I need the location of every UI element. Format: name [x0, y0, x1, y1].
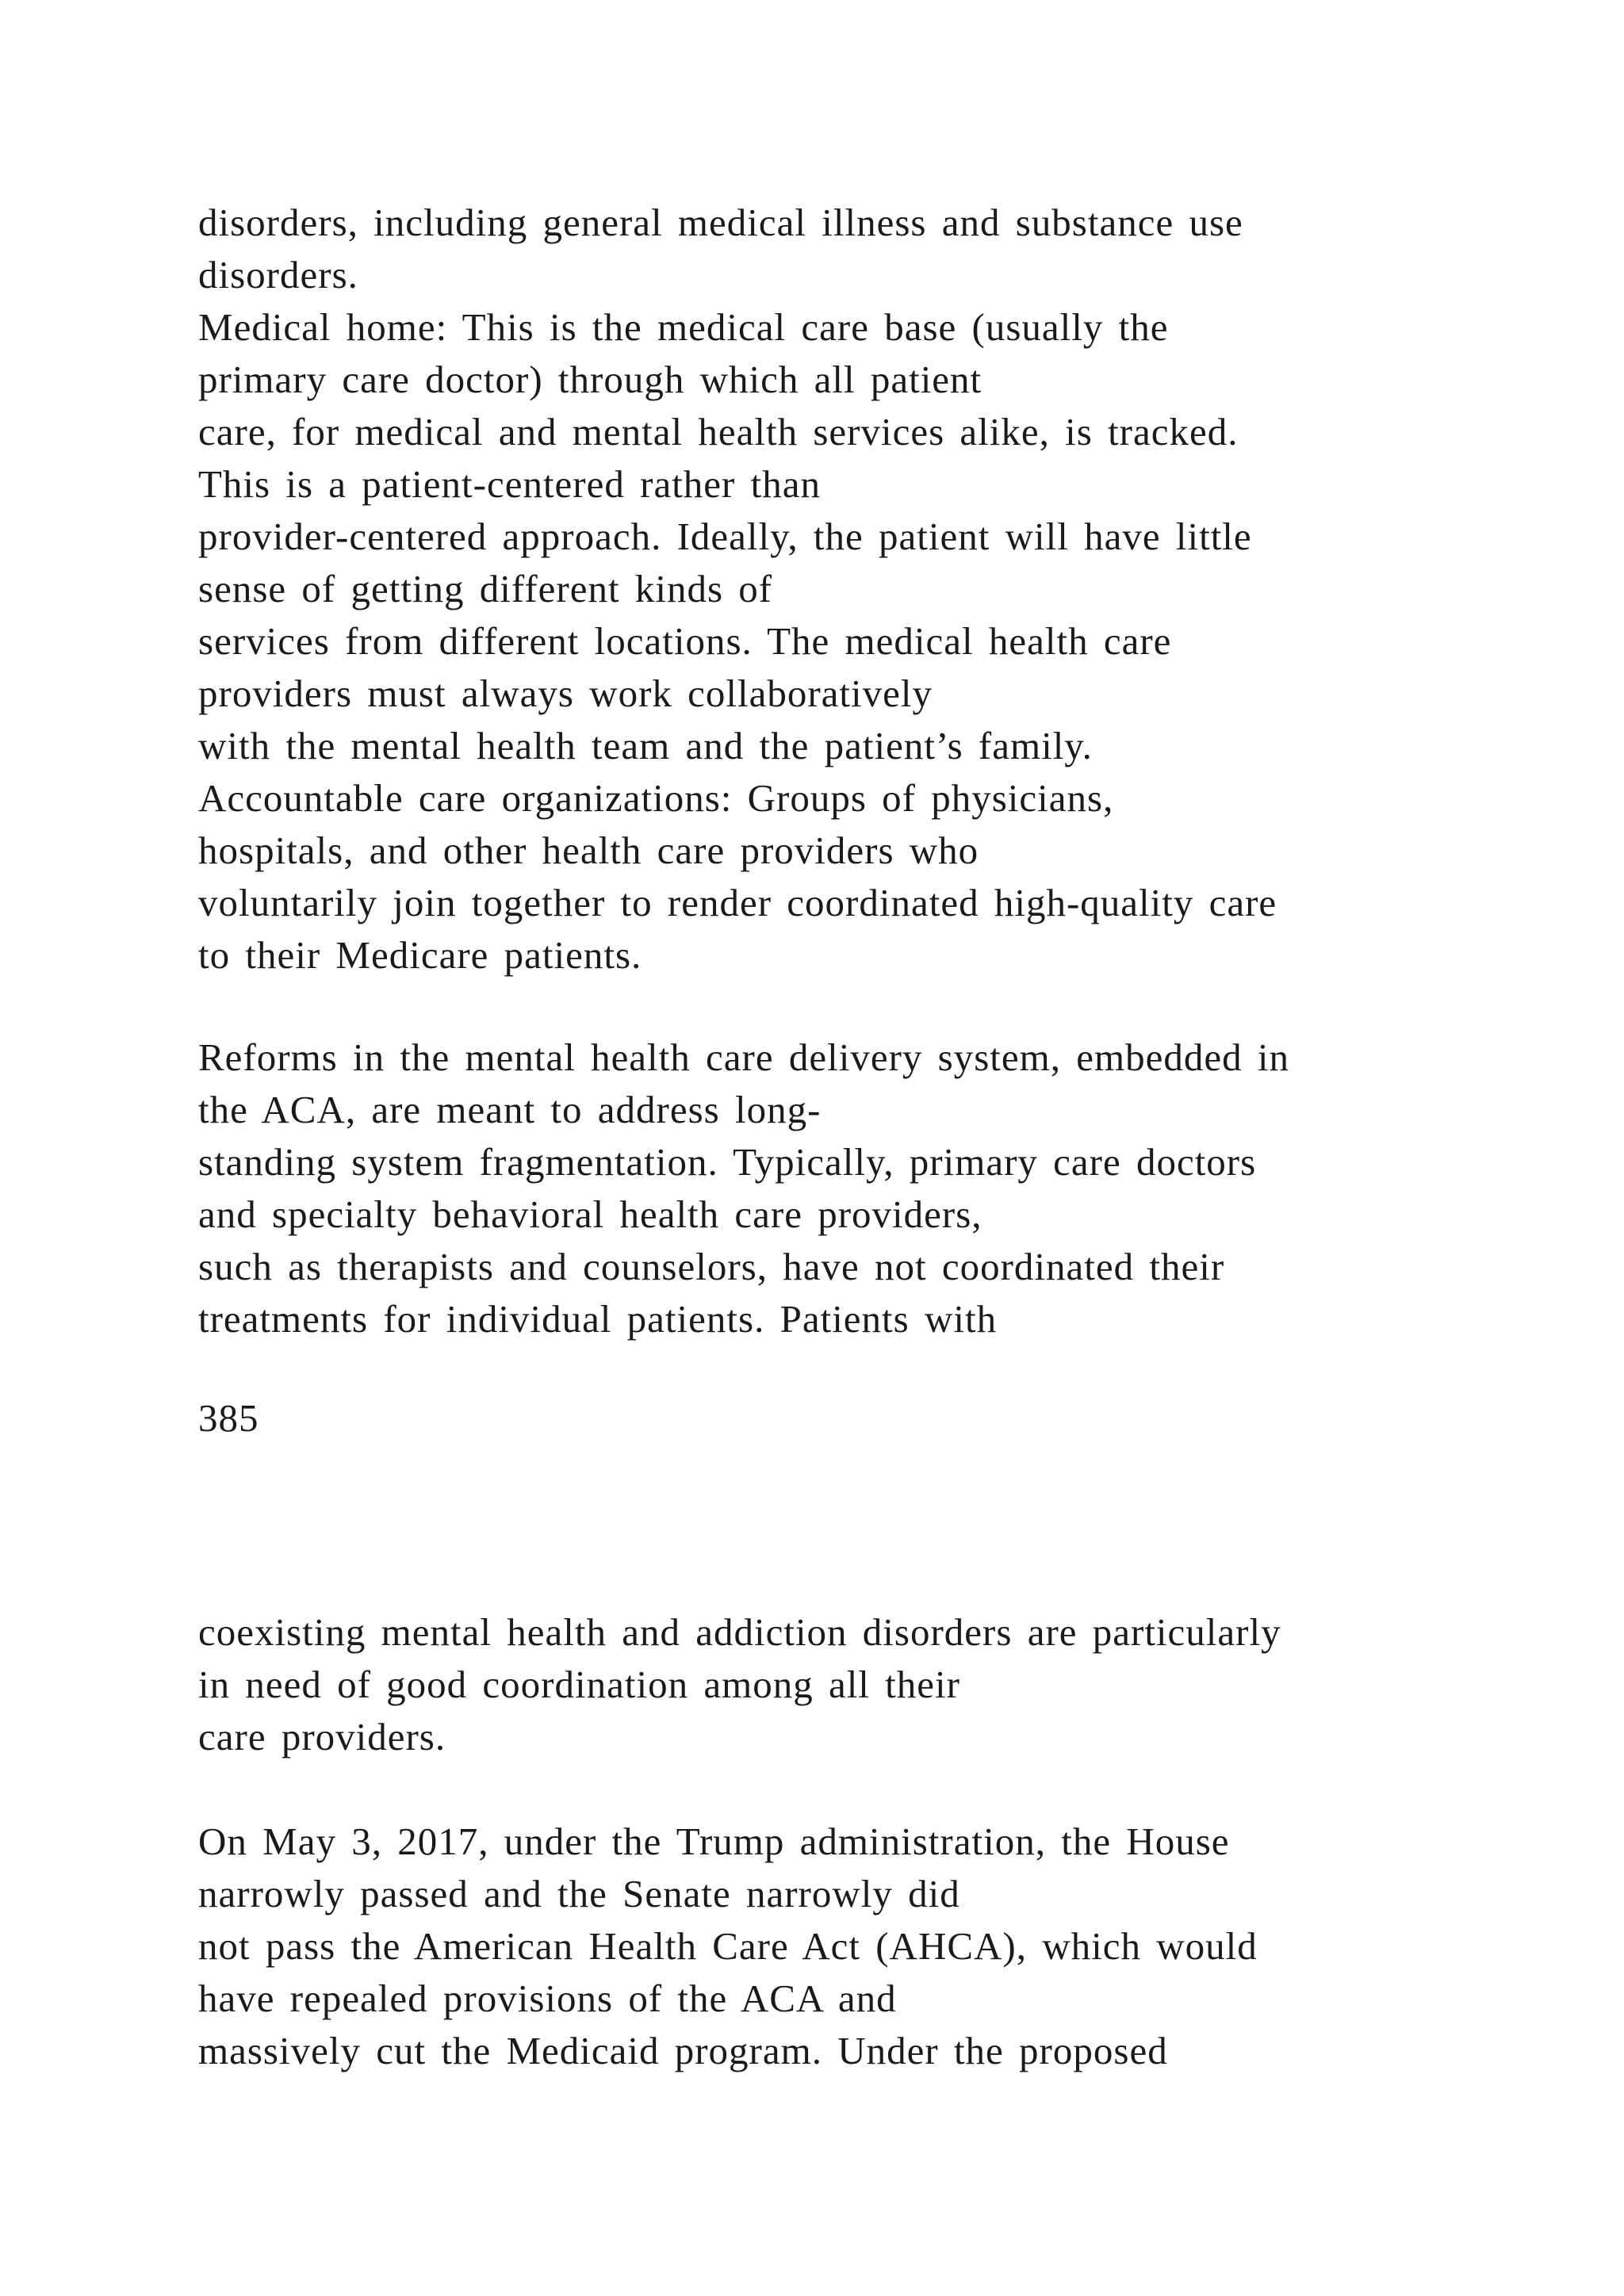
- text-line: voluntarily join together to render coordinated high-quality care: [198, 881, 1277, 924]
- text-line: hospitals, and other health care providers who: [198, 828, 979, 872]
- text-line: On May 3, 2017, under the Trump administration, the House: [198, 1820, 1230, 1863]
- text-line: have repealed provisions of the ACA and: [198, 1976, 897, 2020]
- text-line: narrowly passed and the Senate narrowly did: [198, 1872, 960, 1915]
- text-line: care, for medical and mental health services alike, is tracked.: [198, 410, 1239, 453]
- text-line: with the mental health team and the patient’s family.: [198, 724, 1093, 767]
- text-line: Accountable care organizations: Groups of physicians,: [198, 776, 1114, 820]
- text-line: treatments for individual patients. Patients with: [198, 1297, 998, 1341]
- text-line: the ACA, are meant to address long-: [198, 1088, 822, 1131]
- text-line: care providers.: [198, 1715, 446, 1758]
- text-line: primary care doctor) through which all patient: [198, 358, 982, 401]
- page-number: 385: [198, 1396, 259, 1440]
- text-line: in need of good coordination among all their: [198, 1663, 960, 1706]
- text-line: massively cut the Medicaid program. Under the proposed: [198, 2029, 1168, 2072]
- paragraph-reforms: [198, 1031, 1618, 1345]
- text-line: disorders, including general medical illness and substance use: [198, 201, 1243, 244]
- text-line: coexisting mental health and addiction disorders are particularly: [198, 1610, 1281, 1654]
- text-line: provider-centered approach. Ideally, the patient will have little: [198, 515, 1252, 558]
- paragraph-coexisting: [198, 1606, 1618, 1763]
- text-line: This is a patient-centered rather than: [198, 462, 821, 506]
- text-line: to their Medicare patients.: [198, 933, 642, 977]
- paragraph-definitions: [198, 197, 1618, 982]
- text-line: standing system fragmentation. Typically, primary care doctors: [198, 1140, 1257, 1184]
- text-line: sense of getting different kinds of: [198, 567, 773, 610]
- text-line: such as therapists and counselors, have not coordinated their: [198, 1245, 1225, 1288]
- text-line: Reforms in the mental health care delivery system, embedded in: [198, 1035, 1289, 1079]
- text-line: Medical home: This is the medical care base (usually the: [198, 305, 1169, 349]
- text-line: not pass the American Health Care Act (AHCA), which would: [198, 1924, 1258, 1968]
- paragraph-ahca: [198, 1816, 1618, 2077]
- text-line: disorders.: [198, 253, 358, 297]
- text-line: providers must always work collaboratively: [198, 672, 933, 715]
- text-line: and specialty behavioral health care providers,: [198, 1192, 982, 1236]
- text-line: services from different locations. The medical health care: [198, 619, 1172, 663]
